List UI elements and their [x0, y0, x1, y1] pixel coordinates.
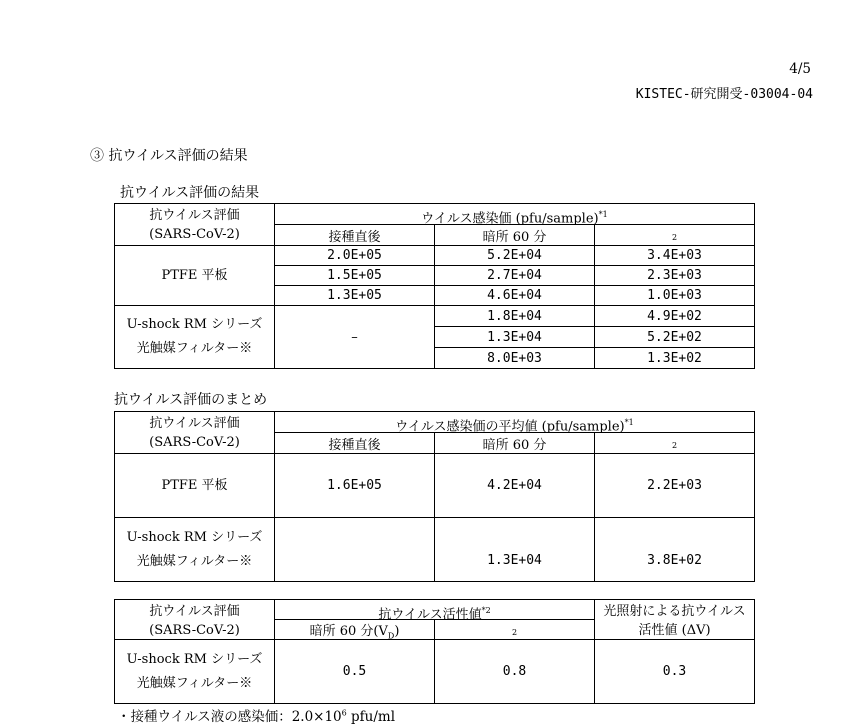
- table-cell: 1.3E+04: [435, 518, 595, 582]
- table2-group-title: [275, 412, 754, 435]
- table-cell: 8.0E+03: [435, 348, 595, 369]
- table2-col-dark-label: 暗所 60 分: [482, 437, 547, 453]
- footnote: [117, 705, 395, 725]
- table3-col-light-activity-sublabel: 活性値 (ΔV): [638, 623, 711, 638]
- table-cell: 1.3E+04: [435, 327, 595, 348]
- table1-row-ushock-label: U-shock RM シリーズ: [126, 317, 263, 332]
- table-cell: 0.3: [595, 640, 755, 704]
- table3-group-title: [275, 600, 594, 623]
- table1-col-dark: [435, 225, 595, 246]
- document-reference: KISTEC-研究開受-03004-04: [635, 87, 813, 102]
- table3-eval-label: 抗ウイルス評価: [149, 604, 240, 619]
- activity-table: [114, 599, 755, 704]
- footnote-unit: pfu/ml: [346, 709, 396, 725]
- table3-col-dark-sub: D: [387, 631, 395, 641]
- table-cell: 1.0E+03: [595, 286, 755, 306]
- table2-col-immediate: [275, 433, 435, 454]
- table3-col-light-activity: [595, 600, 755, 640]
- table2-caption: 抗ウイルス評価のまとめ: [114, 392, 268, 408]
- summary-table: [114, 411, 755, 582]
- table1-group-title: [275, 204, 754, 227]
- table3-row-ushock-label: U-shock RM シリーズ: [126, 651, 263, 667]
- section-title: ③ 抗ウイルス評価の結果: [90, 148, 248, 164]
- table2-col-immediate-label: 接種直後: [328, 437, 381, 453]
- table3-col-dark-end: ): [394, 623, 400, 639]
- table-cell: 2.7E+04: [435, 266, 595, 286]
- table1-row-header: [115, 204, 275, 246]
- table3-col-light-activity-label: 光照射による抗ウイルス: [603, 604, 746, 619]
- table1-row-ushock: [115, 306, 275, 369]
- table1-virus-label: (SARS-CoV-2): [149, 227, 240, 242]
- table1-group-note: *1: [598, 210, 608, 219]
- table-cell: 5.2E+02: [595, 327, 755, 348]
- table2-row-ptfe-label: PTFE 平板: [161, 478, 228, 493]
- table-cell: 1.6E+05: [275, 454, 435, 518]
- footnote-text: ・接種ウイルス液の感染価：2.0×10: [117, 709, 342, 725]
- table2-group-header: [275, 412, 755, 433]
- table-cell: –: [275, 306, 435, 369]
- table3-group-note: *2: [481, 606, 491, 615]
- table3-virus-label: (SARS-CoV-2): [149, 623, 240, 638]
- table2-virus-label: (SARS-CoV-2): [149, 435, 240, 450]
- page-number: 4/5: [789, 61, 811, 77]
- table3-col-dark: [275, 620, 435, 640]
- table-cell: 5.2E+04: [435, 246, 595, 266]
- table1-row-ptfe-label: PTFE 平板: [161, 268, 228, 283]
- table1-caption: 抗ウイルス評価の結果: [120, 185, 260, 201]
- table2-col-light: [595, 433, 755, 454]
- table1-row-ushock-sublabel: 光触媒フィルター※: [136, 341, 253, 356]
- table2-row-ushock: [115, 518, 275, 582]
- results-table: [114, 203, 755, 369]
- table3-col-light-label: 2: [511, 627, 518, 637]
- table-cell: 1.8E+04: [435, 306, 595, 327]
- table2-group-text: ウイルス感染価の平均値 (pfu/sample): [395, 419, 625, 435]
- table-cell: 4.2E+04: [435, 454, 595, 518]
- table-cell: 4.6E+04: [435, 286, 595, 306]
- table2-group-note: *1: [624, 418, 634, 427]
- table-cell: [275, 518, 435, 582]
- table1-col-immediate-label: 接種直後: [328, 229, 381, 245]
- table2-row-ushock-sublabel: 光触媒フィルター※: [136, 553, 253, 569]
- table1-col-light: [595, 225, 755, 246]
- footnote-exponent: 6: [341, 708, 347, 718]
- table-cell: 3.4E+03: [595, 246, 755, 266]
- table2-col-light-label: 2: [671, 441, 678, 450]
- table2-row-ushock-label: U-shock RM シリーズ: [126, 529, 263, 545]
- table3-row-ushock-sublabel: 光触媒フィルター※: [136, 675, 253, 691]
- table-cell: 1.3E+02: [595, 348, 755, 369]
- table-cell: 1.5E+05: [275, 266, 435, 286]
- table1-eval-label: 抗ウイルス評価: [149, 208, 240, 223]
- table2-row-header: [115, 412, 275, 454]
- table1-group-text: ウイルス感染価 (pfu/sample): [421, 211, 599, 227]
- table-cell: 2.2E+03: [595, 454, 755, 518]
- table3-col-dark-label: [275, 623, 434, 641]
- table2-eval-label: 抗ウイルス評価: [149, 416, 240, 431]
- table-cell: 1.3E+05: [275, 286, 435, 306]
- table-cell: 2.0E+05: [275, 246, 435, 266]
- table1-row-ptfe: [115, 246, 275, 306]
- table1-col-light-label: 2: [671, 233, 678, 242]
- table-cell: 0.5: [275, 640, 435, 704]
- table1-group-header: [275, 204, 755, 225]
- table3-row-ushock: [115, 640, 275, 704]
- table-cell: 2.3E+03: [595, 266, 755, 286]
- table3-row-header: [115, 600, 275, 640]
- table-cell: 4.9E+02: [595, 306, 755, 327]
- table2-row-ptfe: [115, 454, 275, 518]
- table-cell: 3.8E+02: [595, 518, 755, 582]
- table-cell: 0.8: [435, 640, 595, 704]
- table3-col-dark-text: 暗所 60 分(V: [309, 623, 388, 639]
- table2-col-dark: [435, 433, 595, 454]
- table3-group-text: 抗ウイルス活性値: [378, 607, 482, 623]
- table3-group-header: [275, 600, 595, 623]
- table1-col-immediate: [275, 225, 435, 246]
- table1-col-dark-label: 暗所 60 分: [482, 229, 547, 245]
- table3-col-light: [435, 620, 595, 640]
